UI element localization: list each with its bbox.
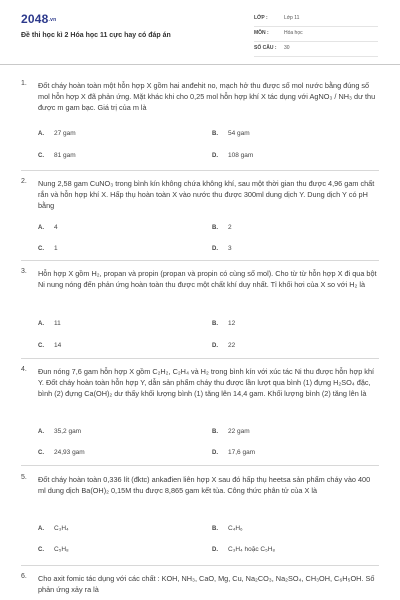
option-c[interactable]: [38, 546, 69, 553]
option-text: 12: [228, 320, 236, 327]
option-label: B.: [212, 429, 218, 435]
option-d[interactable]: [212, 449, 255, 456]
option-d[interactable]: [212, 546, 275, 553]
option-text: C₃H₄ hoặc C₅H₈: [228, 546, 276, 553]
header-divider: [0, 64, 400, 65]
question-separator: [21, 565, 379, 566]
option-label: A.: [38, 429, 44, 435]
option-c[interactable]: [38, 449, 85, 456]
meta-info: [254, 12, 378, 57]
document-title: Đề thi học kì 2 Hóa học 11 cực hay có đáp án: [21, 32, 171, 39]
option-b[interactable]: [212, 224, 232, 231]
question-separator: [21, 465, 379, 466]
meta-label: SỐ CÂU :: [254, 45, 277, 51]
question-number: 6.: [21, 573, 27, 580]
question-text: Đốt cháy hoàn toàn 0,336 lít (đktc) ankađien liên hợp X sau đó hấp thụ heetsa sản phẩm cháy vào 400 ml dung dịch Ba(OH)₂ 0,15M thu được 8,865 gam kết tủa. Công thức phân tử của X là: [38, 475, 371, 495]
option-label: C.: [38, 450, 44, 456]
meta-value: 30: [284, 45, 290, 51]
option-text: 22 gam: [228, 428, 250, 435]
meta-row-subject: [254, 27, 378, 42]
option-text: C₄H₆: [228, 525, 243, 532]
option-label: D.: [212, 343, 218, 349]
option-label: C.: [38, 153, 44, 159]
option-text: 22: [228, 342, 236, 349]
option-label: B.: [212, 131, 218, 137]
option-a[interactable]: [38, 428, 81, 435]
question-separator: [21, 170, 379, 171]
option-text: 108 gam: [228, 152, 254, 159]
option-b[interactable]: [212, 428, 250, 435]
logo-text: 2048: [21, 12, 49, 26]
option-label: D.: [212, 547, 218, 553]
option-a[interactable]: [38, 525, 69, 532]
option-a[interactable]: [38, 130, 76, 137]
option-text: 24,93 gam: [54, 449, 85, 456]
meta-label: LỚP :: [254, 15, 268, 21]
option-a[interactable]: [38, 224, 58, 231]
option-c[interactable]: [38, 342, 61, 349]
question-text: Cho axit fomic tác dụng với các chất : KOH, NH₃, CaO, Mg, Cu, Na₂CO₃, Na₂SO₄, CH₃OH, C₆H₅OH. Số phản ứng xảy ra là: [38, 574, 375, 594]
option-label: B.: [212, 526, 218, 532]
question-number: 2.: [21, 178, 27, 185]
option-label: C.: [38, 547, 44, 553]
question-text: Hỗn hợp X gồm H₂, propan và propin (propan và propin có cùng số mol). Cho từ từ hỗn hợp X đi qua bột Ni nung nóng đến phản ứng hoàn toàn thu được một chất khí duy nhất. Tỉ khối hơi của X so với H₂ là: [38, 269, 377, 289]
option-text: 27 gam: [54, 130, 76, 137]
meta-row-count: [254, 42, 378, 57]
option-c[interactable]: [38, 152, 76, 159]
question-number: 5.: [21, 474, 27, 481]
option-b[interactable]: [212, 130, 250, 137]
site-logo[interactable]: [21, 12, 56, 26]
option-text: C₅H₈: [54, 546, 69, 553]
option-c[interactable]: [38, 245, 58, 252]
option-text: C₃H₄: [54, 525, 69, 532]
option-d[interactable]: [212, 342, 235, 349]
option-text: 54 gam: [228, 130, 250, 137]
document-header: [0, 0, 400, 62]
option-b[interactable]: [212, 525, 243, 532]
option-d[interactable]: [212, 245, 232, 252]
question-number: 4.: [21, 366, 27, 373]
option-label: B.: [212, 321, 218, 327]
question-text: Đun nóng 7,6 gam hỗn hợp X gồm C₂H₂, C₂H₄ và H₂ trong bình kín với xúc tác Ni thu được hỗn hợp khí Y. Đốt cháy hoàn toàn hỗn hợp Y, dẫn sản phẩm cháy thu được lần lượt qua bình (1) đựng H₂SO₄ đặc, bình (2) đựng Ca(OH)₂ dư thấy khối lượng bình (1) tăng lên 14,4 gam. Khối lượng bình (2) tăng lên là: [38, 367, 375, 398]
option-label: C.: [38, 246, 44, 252]
option-d[interactable]: [212, 152, 253, 159]
option-label: A.: [38, 131, 44, 137]
question-separator: [21, 358, 379, 359]
option-text: 35,2 gam: [54, 428, 82, 435]
option-label: C.: [38, 343, 44, 349]
option-text: 81 gam: [54, 152, 76, 159]
option-text: 1: [54, 245, 58, 252]
option-label: A.: [38, 526, 44, 532]
meta-label: MÔN :: [254, 30, 269, 36]
question-number: 1.: [21, 80, 27, 87]
option-text: 4: [54, 224, 58, 231]
option-label: D.: [212, 153, 218, 159]
question-number: 3.: [21, 268, 27, 275]
option-text: 2: [228, 224, 232, 231]
option-label: A.: [38, 225, 44, 231]
meta-value: Lớp 11: [284, 15, 300, 21]
question-text: Đốt cháy hoàn toàn một hỗn hợp X gồm hai anđehit no, mạch hở thu được số mol nước bằng đúng số mol hỗn hợp X đã phản ứng. Mặt khác khi cho 0,25 mol hỗn hợp khí X tác dụng với AgNO₃ / NH₃ dư thu được m gam bạc. Giá trị của m là: [38, 81, 376, 112]
option-label: B.: [212, 225, 218, 231]
question-text: Nung 2,58 gam CuNO₃ trong bình kín không chứa không khí, sau một thời gian thu được 4,96 gam chất rắn và hỗn hợp khí X. Hấp thụ hoàn toàn X vào nước thu được 300ml dung dịch Y. Dung dịch Y có pH bằng: [38, 179, 375, 210]
meta-value: Hóa học: [284, 30, 303, 36]
logo-tld: .vn: [48, 16, 57, 23]
option-label: D.: [212, 450, 218, 456]
option-text: 14: [54, 342, 62, 349]
option-b[interactable]: [212, 320, 235, 327]
option-label: D.: [212, 246, 218, 252]
meta-row-class: [254, 12, 378, 27]
question-separator: [21, 260, 379, 261]
option-a[interactable]: [38, 320, 61, 327]
option-label: A.: [38, 321, 44, 327]
option-text: 3: [228, 245, 232, 252]
option-text: 17,6 gam: [228, 449, 256, 456]
option-text: 11: [54, 320, 61, 327]
